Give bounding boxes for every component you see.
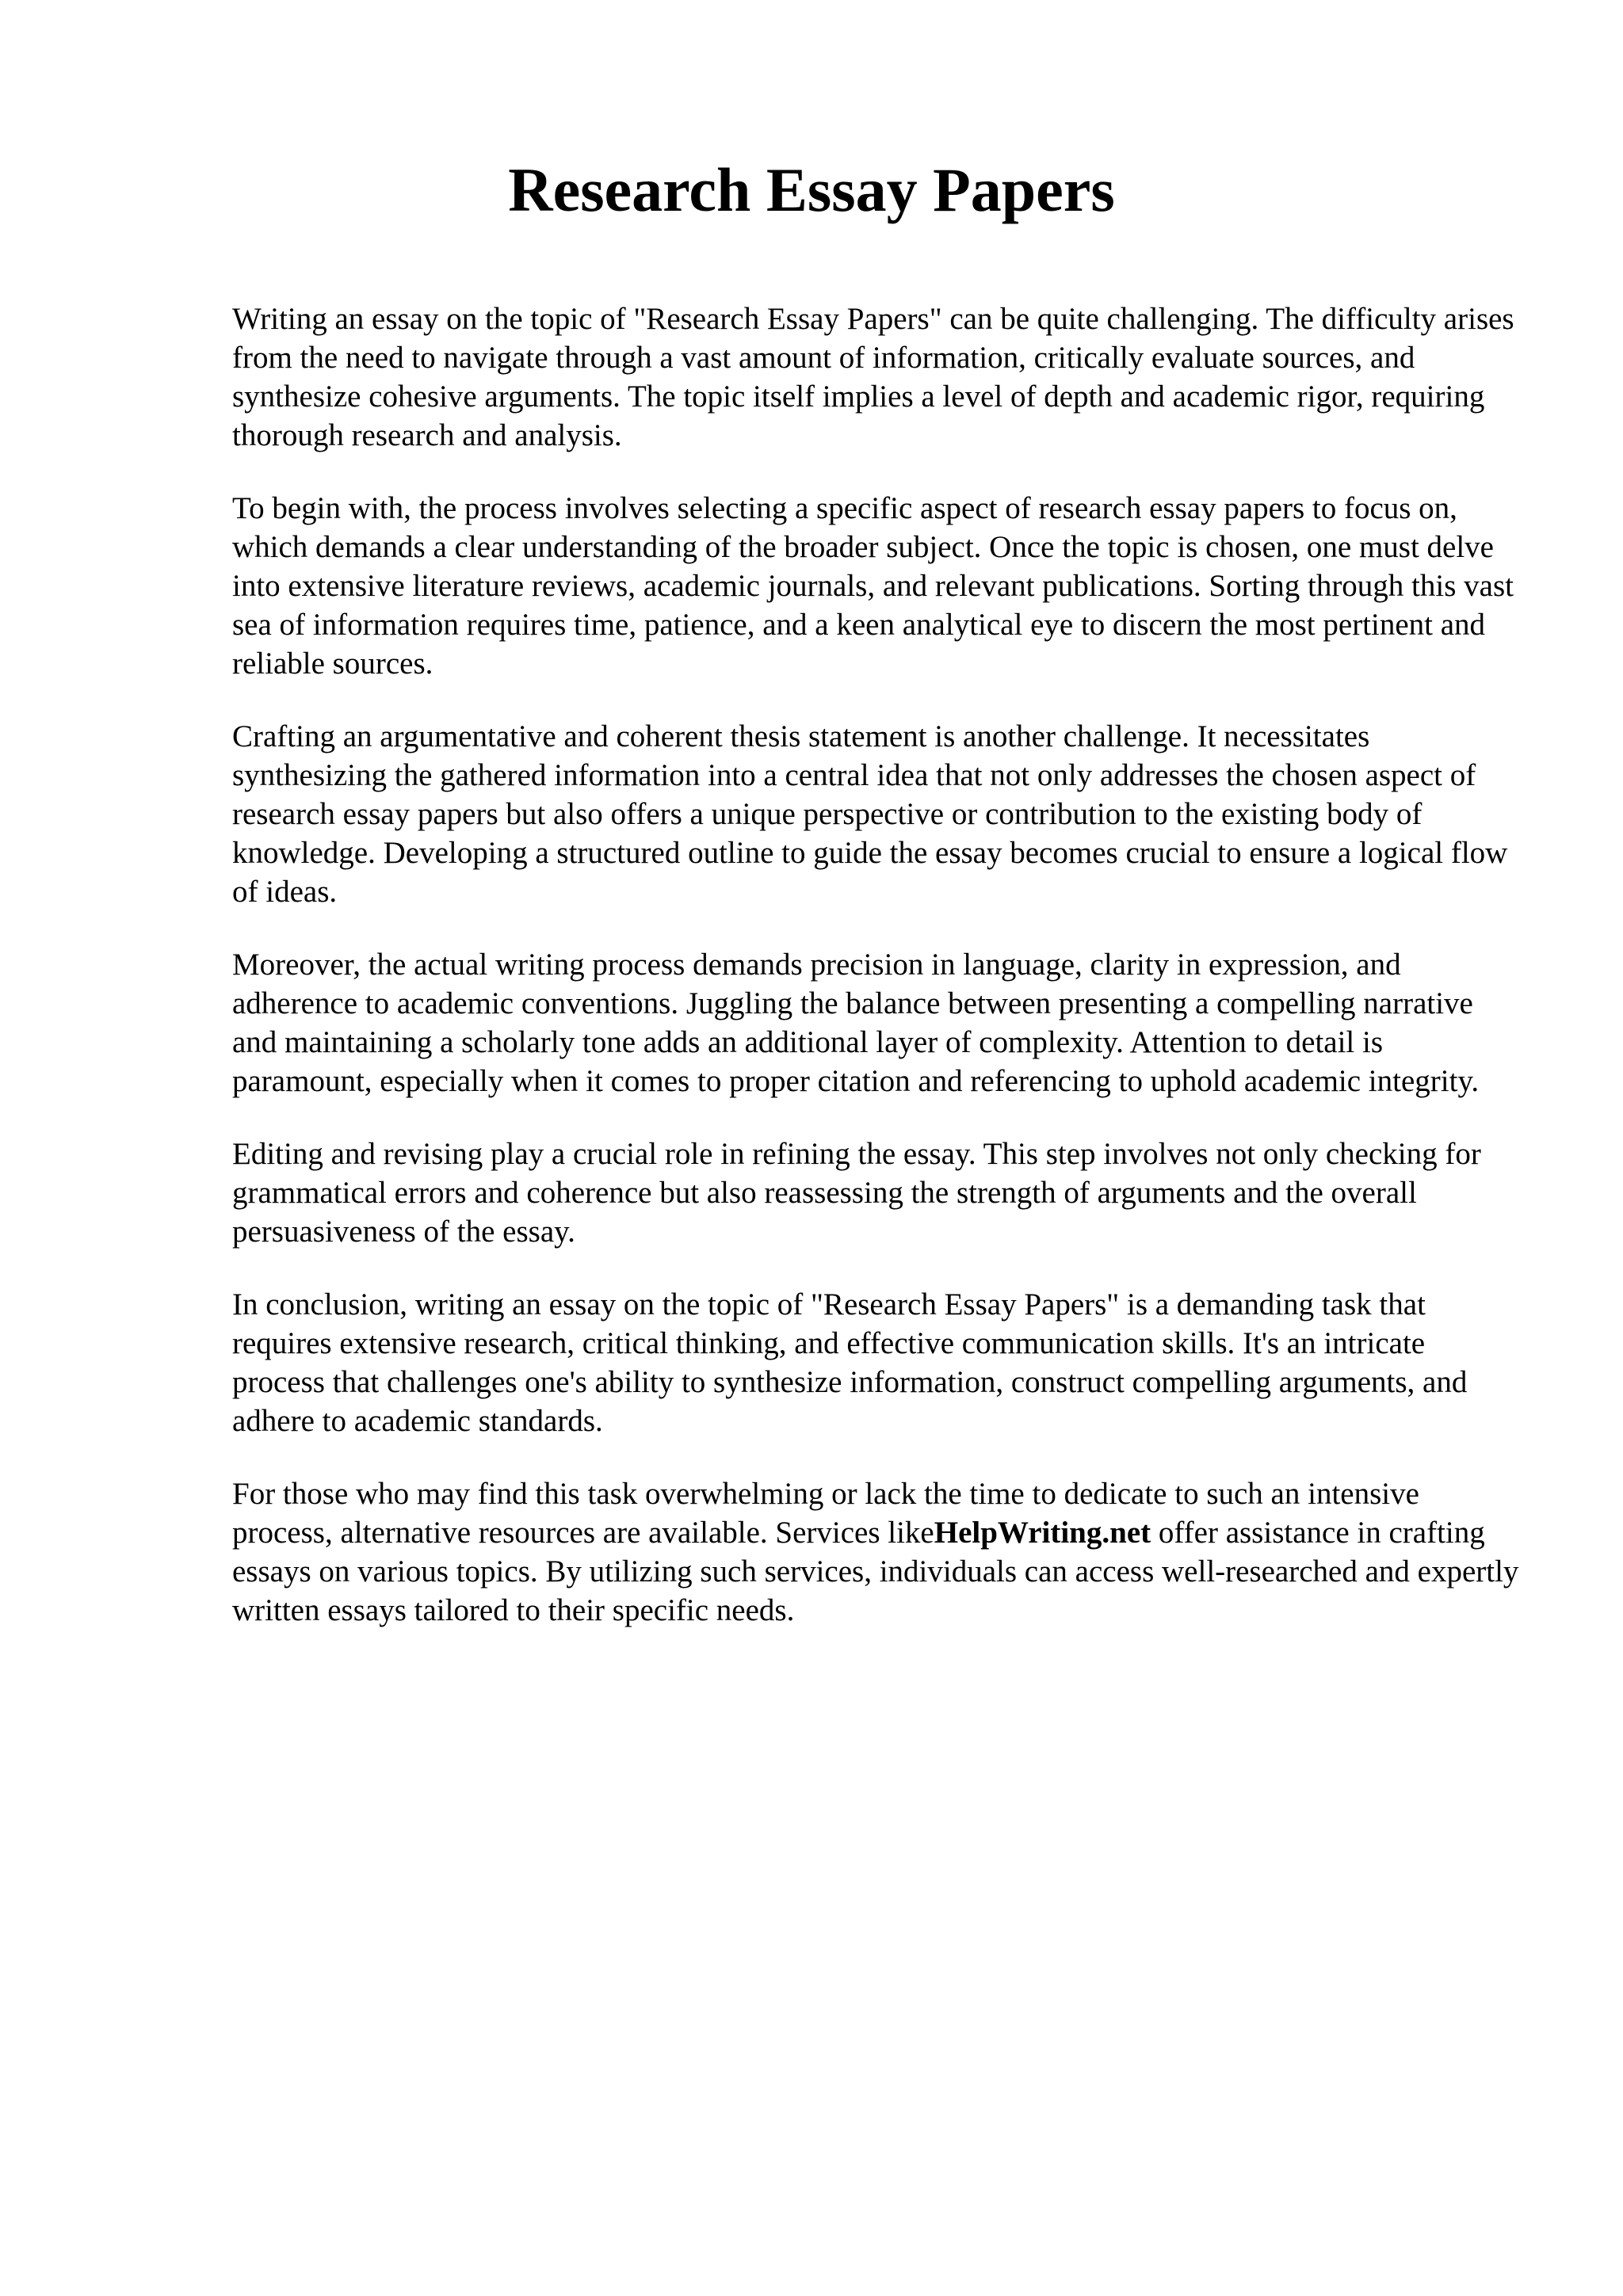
paragraph-intro: Writing an essay on the topic of "Research Essay Papers" can be quite challenging. The difficulty arises from the need to navigate through a vast amount of information, critically evaluate sources, and synthesize cohesive arguments. The topic itself implies a level of depth and academic rigor, requiring thorough research and analysis.: [232, 302, 1514, 452]
closing-text-after: offer assistance in crafting essays on various topics. By utilizing such services, individuals can access well-researched and expertly written essays tailored to their specific needs.: [232, 1516, 1519, 1627]
essay-body: [232, 299, 1524, 1664]
page-title: Research Essay Papers: [508, 155, 1115, 224]
paragraph-editing: Editing and revising play a crucial role in refining the essay. This step involves not only checking for grammatical errors and coherence but also reassessing the strength of arguments and the overall persuasiveness of the essay.: [232, 1137, 1481, 1249]
closing-text-before: For those who may find this task overwhelming or lack the time to dedicate to such an intensive process, alternative resources are available. Services like: [232, 1477, 1419, 1550]
service-brand-name: HelpWriting.net: [934, 1516, 1151, 1550]
paragraph-topic-selection: To begin with, the process involves selecting a specific aspect of research essay papers to focus on, which demands a clear understanding of the broader subject. Once the topic is chosen, one must delve into extensive literature reviews, academic journals, and relevant publications. Sorting through this vast sea of information requires time, patience, and a keen analytical eye to discern the most pertinent and reliable sources.: [232, 491, 1514, 681]
paragraph-conclusion: In conclusion, writing an essay on the topic of "Research Essay Papers" is a demanding task that requires extensive research, critical thinking, and effective communication skills. It's an intricate process that challenges one's ability to synthesize information, construct compelling arguments, and adhere to academic standards.: [232, 1287, 1468, 1438]
paragraph-writing-process: Moreover, the actual writing process demands precision in language, clarity in expression, and adherence to academic conventions. Juggling the balance between presenting a compelling narrative and maintaining a scholarly tone adds an additional layer of complexity. Attention to detail is paramount, especially when it comes to proper citation and referencing to uphold academic integrity.: [232, 948, 1480, 1098]
paragraph-thesis: Crafting an argumentative and coherent thesis statement is another challenge. It necessitates synthesizing the gathered information into a central idea that not only addresses the chosen aspect of research essay papers but also offers a unique perspective or contribution to the existing body of knowledge. Developing a structured outline to guide the essay becomes crucial to ensure a logical flow of ideas.: [232, 719, 1508, 909]
paragraph-closing: [232, 1474, 1524, 1630]
